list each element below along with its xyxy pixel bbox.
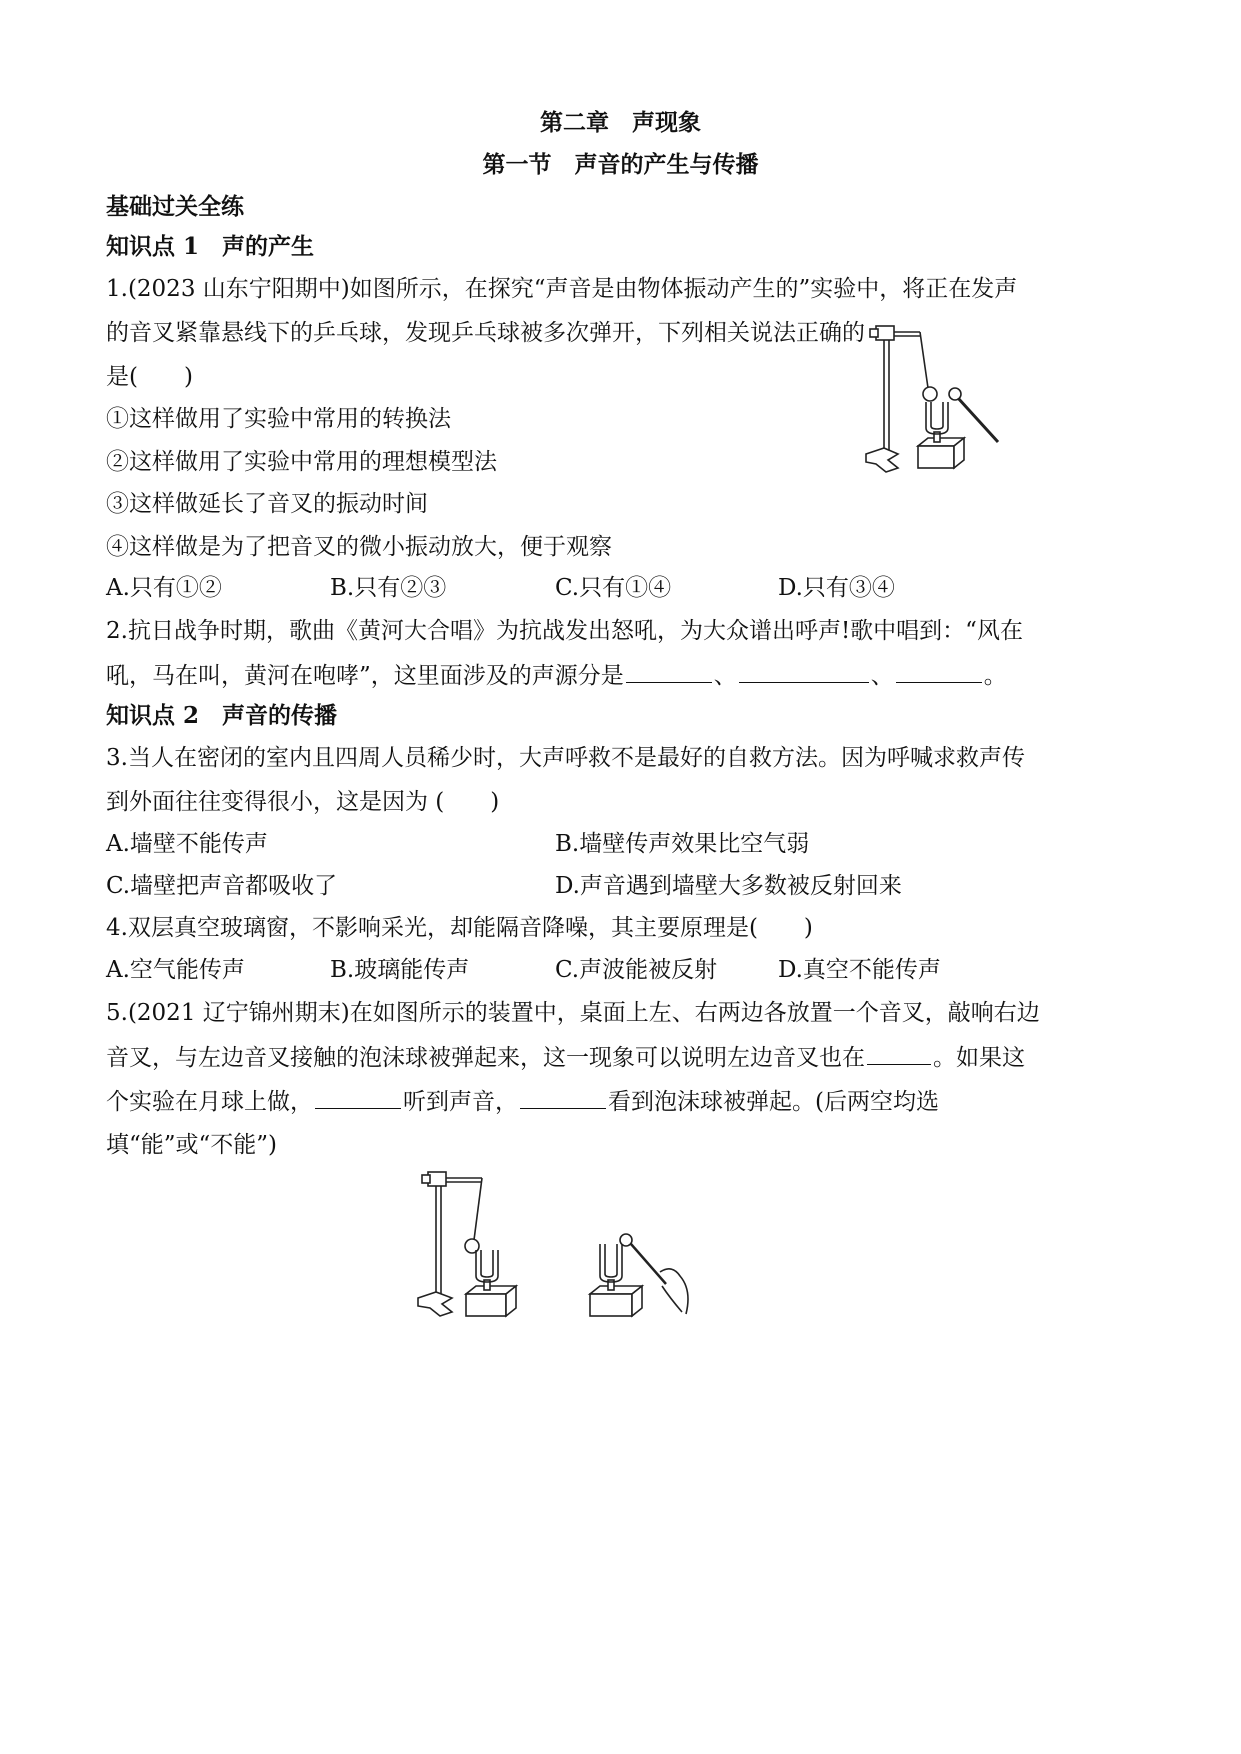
two-tuning-forks-figure [410,1160,710,1328]
q2-line-2 [106,660,1007,691]
chapter-title: 第二章 声现象 [540,109,701,136]
q1-line-1: 1.(2023 山东宁阳期中)如图所示，在探究“声音是由物体振动产生的”实验中，将正在发声 [106,276,1018,302]
q1-option-d: D.只有③④ [778,575,895,601]
q3-option-c: C.墙壁把声音都吸收了 [106,873,338,899]
q2-end-mark: 。 [983,663,1007,689]
q1-statement-3: ③这样做延长了音叉的振动时间 [106,491,428,517]
q2-blank-2[interactable] [739,660,869,683]
q2-separator-1: 、 [713,663,737,689]
tuning-fork-pendulum-figure [858,318,1008,480]
q2-separator-2: 、 [870,663,894,689]
q4-option-a: A.空气能传声 [106,957,245,983]
q3-line-2: 到外面往往变得很小，这是因为 ( ) [106,789,500,815]
knowledge-point-1-heading: 知识点 1 声的产生 [106,233,315,260]
q4-option-d: D.真空不能传声 [778,957,941,983]
practice-heading: 基础过关全练 [106,193,244,220]
q2-line-1: 2.抗日战争时期，歌曲《黄河大合唱》为抗战发出怒吼，为大众谱出呼声!歌中唱到：“风在 [106,618,1023,644]
q2-blank-3[interactable] [896,660,982,683]
q3-line-1: 3.当人在密闭的室内且四周人员稀少时，大声呼救不是最好的自救方法。因为呼喊求救声传 [106,745,1025,771]
q5-line-3-text-c: 看到泡沫球被弹起。(后两空均选 [608,1089,939,1115]
q5-line-3-text-a: 个实验在月球上做， [106,1089,313,1115]
q4-option-c: C.声波能被反射 [555,957,718,983]
q1-statement-2: ②这样做用了实验中常用的理想模型法 [106,449,497,475]
q1-option-a: A.只有①② [106,575,222,601]
q5-line-2-text: 音叉，与左边音叉接触的泡沫球被弹起来，这一现象可以说明左边音叉也在 [106,1045,865,1071]
q1-option-c: C.只有①④ [555,575,672,601]
q3-option-b: B.墙壁传声效果比空气弱 [555,831,810,857]
q3-option-d: D.声音遇到墙壁大多数被反射回来 [555,873,902,899]
q3-option-a: A.墙壁不能传声 [106,831,268,857]
q4-option-b: B.玻璃能传声 [330,957,470,983]
q2-blank-1[interactable] [626,660,712,683]
q5-line-3 [106,1086,939,1117]
q1-line-2: 的音叉紧靠悬线下的乒乓球，发现乒乓球被多次弹开，下列相关说法正确的 [106,320,865,346]
q2-line-2-text: 吼，马在叫，黄河在咆哮”，这里面涉及的声源分是 [106,663,624,689]
q4-line-1: 4.双层真空玻璃窗，不影响采光，却能隔音降噪，其主要原理是( ) [106,915,813,941]
q1-line-3: 是( ) [106,364,193,390]
q5-blank-2[interactable] [315,1086,401,1109]
q1-statement-1: ①这样做用了实验中常用的转换法 [106,406,451,432]
q5-blank-1[interactable] [867,1042,931,1065]
section-title: 第一节 声音的产生与传播 [482,151,759,178]
q5-line-1: 5.(2021 辽宁锦州期末)在如图所示的装置中，桌面上左、右两边各放置一个音叉，敲响右边 [106,1000,1040,1026]
q5-blank-3[interactable] [520,1086,606,1109]
q5-line-2 [106,1042,1025,1073]
q1-option-b: B.只有②③ [330,575,447,601]
knowledge-point-2-heading: 知识点 2 声音的传播 [106,702,338,729]
q5-line-2-tail: 。如果这 [933,1045,1025,1071]
q5-line-3-text-b: 听到声音， [403,1089,518,1115]
q5-line-4: 填“能”或“不能”) [106,1132,278,1158]
q1-statement-4: ④这样做是为了把音叉的微小振动放大，便于观察 [106,534,612,560]
